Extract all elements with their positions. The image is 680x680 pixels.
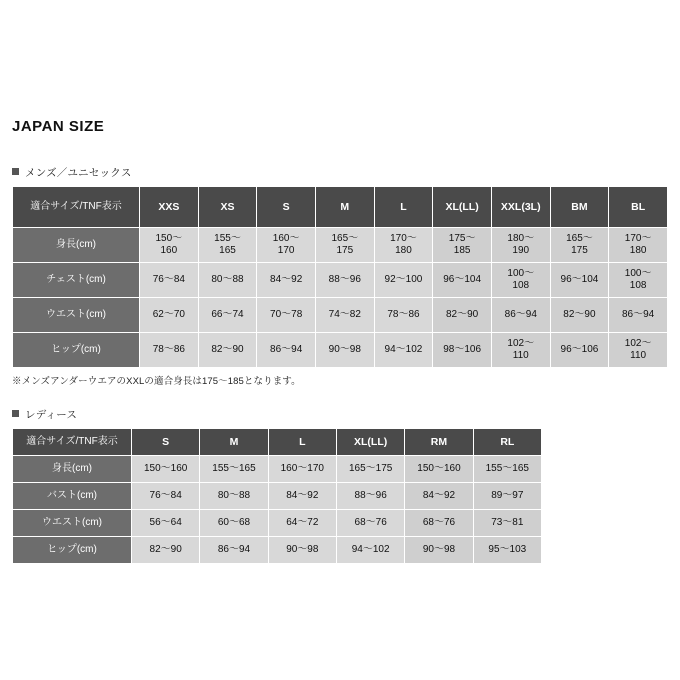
mens-row-label-0: 身長(cm) (13, 228, 140, 263)
ladies-size-table (12, 428, 542, 564)
ladies-size-header-5: RL (473, 429, 541, 456)
mens-cell-2-8: 86～94 (609, 298, 668, 333)
ladies-section-label-text: レディース (25, 409, 78, 421)
mens-cell-2-7: 82～90 (550, 298, 609, 333)
mens-cell-0-6: 180～ 190 (491, 228, 550, 263)
mens-section-label-text: メンズ／ユニセックス (25, 167, 132, 179)
ladies-cell-2-4: 68～76 (405, 510, 473, 537)
ladies-section-label (12, 407, 542, 422)
mens-cell-3-5: 98～106 (433, 333, 492, 368)
ladies-cell-3-4: 90～98 (405, 537, 473, 564)
mens-cell-3-6: 102～ 110 (491, 333, 550, 368)
mens-section-label (12, 165, 668, 180)
table-row (13, 333, 668, 368)
table-row (13, 298, 668, 333)
mens-cell-0-7: 165～ 175 (550, 228, 609, 263)
ladies-row-label-2: ウエスト(cm) (13, 510, 132, 537)
mens-row-label-1: チェスト(cm) (13, 263, 140, 298)
mens-size-header-3: M (315, 187, 374, 228)
mens-cell-1-5: 96～104 (433, 263, 492, 298)
ladies-cell-0-0: 150～160 (132, 456, 200, 483)
ladies-cell-2-3: 68～76 (336, 510, 404, 537)
ladies-row-label-3: ヒップ(cm) (13, 537, 132, 564)
mens-size-header-7: BM (550, 187, 609, 228)
mens-cell-1-0: 76～84 (140, 263, 199, 298)
mens-cell-1-1: 80～88 (198, 263, 257, 298)
mens-row-label-3: ヒップ(cm) (13, 333, 140, 368)
square-bullet-icon (12, 410, 19, 417)
ladies-cell-2-5: 73～81 (473, 510, 541, 537)
mens-size-header-0: XXS (140, 187, 199, 228)
mens-cell-0-4: 170～ 180 (374, 228, 433, 263)
ladies-cell-0-2: 160～170 (268, 456, 336, 483)
mens-cell-2-2: 70～78 (257, 298, 316, 333)
ladies-cell-1-0: 76～84 (132, 483, 200, 510)
mens-cell-0-3: 165～ 175 (315, 228, 374, 263)
ladies-size-header-1: M (200, 429, 268, 456)
mens-cell-2-5: 82～90 (433, 298, 492, 333)
mens-size-header-6: XXL(3L) (491, 187, 550, 228)
mens-cell-3-1: 82～90 (198, 333, 257, 368)
ladies-size-header-0: S (132, 429, 200, 456)
mens-cell-2-1: 66～74 (198, 298, 257, 333)
mens-cell-3-7: 96～106 (550, 333, 609, 368)
mens-size-header-1: XS (198, 187, 257, 228)
page-title: JAPAN SIZE (12, 118, 105, 135)
ladies-cell-1-1: 80～88 (200, 483, 268, 510)
table-header-row (13, 429, 542, 456)
ladies-size-header-3: XL(LL) (336, 429, 404, 456)
mens-cell-1-7: 96～104 (550, 263, 609, 298)
ladies-size-header-4: RM (405, 429, 473, 456)
ladies-cell-3-1: 86～94 (200, 537, 268, 564)
mens-cell-2-3: 74～82 (315, 298, 374, 333)
mens-cell-3-3: 90～98 (315, 333, 374, 368)
ladies-cell-1-4: 84～92 (405, 483, 473, 510)
ladies-cell-0-4: 150～160 (405, 456, 473, 483)
ladies-cell-0-3: 165～175 (336, 456, 404, 483)
mens-cell-0-5: 175～ 185 (433, 228, 492, 263)
table-row (13, 456, 542, 483)
mens-cell-2-0: 62～70 (140, 298, 199, 333)
ladies-cell-2-1: 60～68 (200, 510, 268, 537)
mens-corner-header: 適合サイズ/TNF表示 (13, 187, 140, 228)
mens-cell-0-8: 170～ 180 (609, 228, 668, 263)
table-row (13, 537, 542, 564)
mens-size-header-8: BL (609, 187, 668, 228)
ladies-size-block (12, 407, 542, 564)
ladies-row-label-1: バスト(cm) (13, 483, 132, 510)
ladies-cell-3-0: 82～90 (132, 537, 200, 564)
mens-cell-1-8: 100～ 108 (609, 263, 668, 298)
mens-cell-2-6: 86～94 (491, 298, 550, 333)
ladies-cell-3-5: 95～103 (473, 537, 541, 564)
mens-size-block (12, 165, 668, 368)
mens-cell-3-8: 102～ 110 (609, 333, 668, 368)
ladies-row-label-0: 身長(cm) (13, 456, 132, 483)
mens-cell-1-6: 100～ 108 (491, 263, 550, 298)
mens-cell-3-2: 86～94 (257, 333, 316, 368)
ladies-cell-3-2: 90～98 (268, 537, 336, 564)
mens-size-header-2: S (257, 187, 316, 228)
mens-cell-0-2: 160～ 170 (257, 228, 316, 263)
table-header-row (13, 187, 668, 228)
mens-cell-3-0: 78～86 (140, 333, 199, 368)
ladies-cell-1-5: 89～97 (473, 483, 541, 510)
table-row (13, 510, 542, 537)
ladies-cell-1-2: 84～92 (268, 483, 336, 510)
table-row (13, 263, 668, 298)
ladies-cell-0-1: 155～165 (200, 456, 268, 483)
mens-cell-0-1: 155～ 165 (198, 228, 257, 263)
mens-size-table (12, 186, 668, 368)
ladies-corner-header: 適合サイズ/TNF表示 (13, 429, 132, 456)
mens-size-header-4: L (374, 187, 433, 228)
square-bullet-icon (12, 168, 19, 175)
ladies-cell-0-5: 155～165 (473, 456, 541, 483)
ladies-size-header-2: L (268, 429, 336, 456)
ladies-cell-2-0: 56～64 (132, 510, 200, 537)
table-row (13, 483, 542, 510)
mens-size-header-5: XL(LL) (433, 187, 492, 228)
mens-cell-1-4: 92～100 (374, 263, 433, 298)
mens-cell-3-4: 94～102 (374, 333, 433, 368)
mens-cell-1-3: 88～96 (315, 263, 374, 298)
ladies-cell-2-2: 64～72 (268, 510, 336, 537)
ladies-cell-3-3: 94～102 (336, 537, 404, 564)
mens-cell-1-2: 84～92 (257, 263, 316, 298)
table-row (13, 228, 668, 263)
mens-cell-0-0: 150～ 160 (140, 228, 199, 263)
underwear-note: ※メンズアンダーウエアのXXLの適合身長は175～185となります。 (12, 376, 301, 387)
ladies-cell-1-3: 88～96 (336, 483, 404, 510)
mens-row-label-2: ウエスト(cm) (13, 298, 140, 333)
mens-cell-2-4: 78～86 (374, 298, 433, 333)
